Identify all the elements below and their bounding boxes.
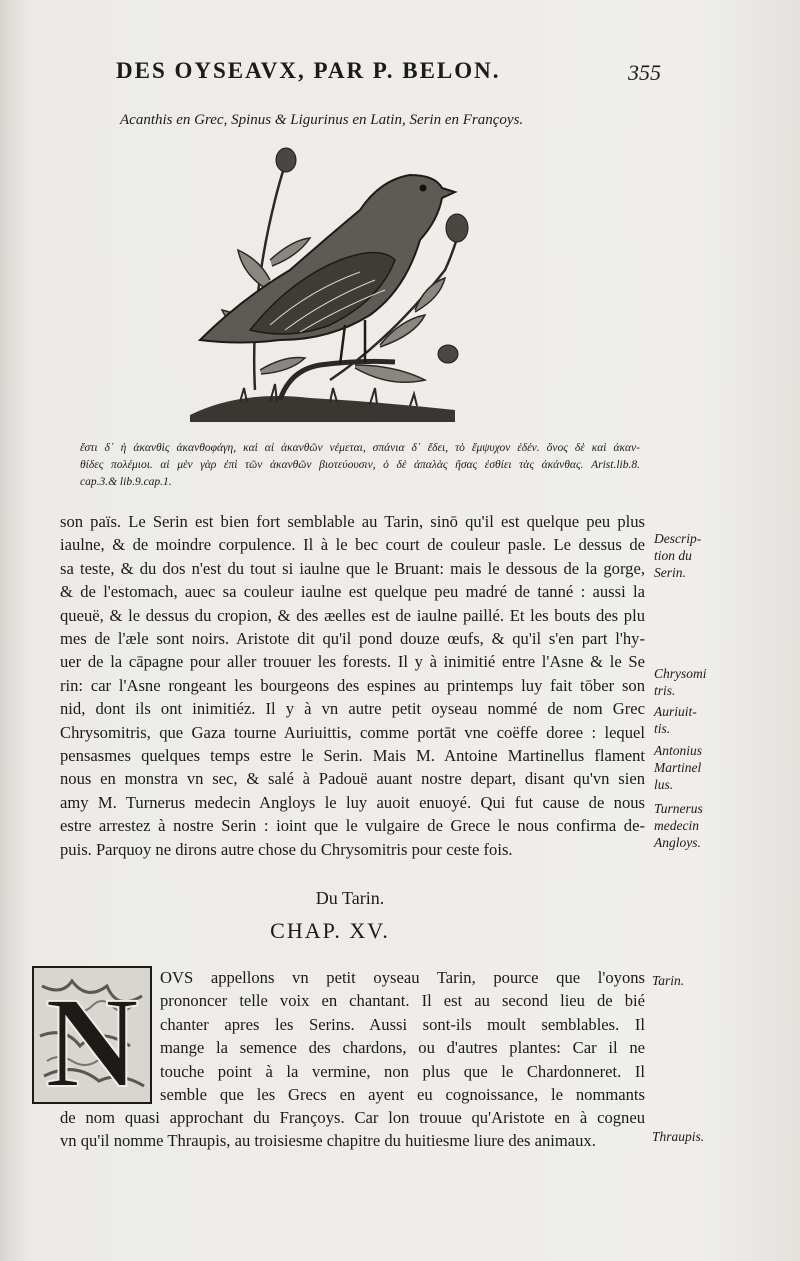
dropcap-letter: N (45, 971, 139, 1104)
text-line: de nom quasi approchant du Françoys. Car lon trouue qu'Aristote en à cogneu (60, 1108, 645, 1127)
text-line: puis. Parquoy ne dirons autre chose du Chrysomitris pour ceste fois. (60, 839, 513, 859)
text-line: nid, dont ils ont inimitiéz. Il y à vn autre petit oyseau nommé de nom Grec (60, 699, 645, 719)
text-line: sa teste, & du dos n'est du tout si iaulne que le Bruant: mais le dessous de la gorge, (60, 558, 645, 578)
text-line: rin: car l'Asne rongeant les bourgeons des espines au printemps luy fait tōber son (60, 675, 645, 695)
text-line: nous en monstra vn sec, & salé à Padouë auant nostre depart, disant qu'vn sien (60, 769, 645, 789)
margin-note-thraupis: Thraupis. (652, 1129, 705, 1144)
greek-quotation (80, 440, 640, 491)
text-line: amy M. Turnerus medecin Angloys le luy auoit enuoyé. Qui fut cause de nous (60, 792, 645, 812)
text-line: touche point à la vermine, non plus que le Chardonneret. Il (160, 1061, 645, 1081)
text-line: & de l'estomach, auec sa couleur iaulne est quelque peu madré de tanné : aussi la (60, 582, 645, 602)
greek-line: cap.3.& lib.9.cap.1. (80, 476, 172, 488)
chapter-heading: CHAP. XV. (270, 918, 390, 943)
decorated-dropcap-n (32, 966, 152, 1104)
serin-woodcut-illustration (180, 140, 480, 430)
right-thistle-head (446, 214, 468, 242)
text-line: mange la semence des chardons, ou d'autres plantes: Car il ne (160, 1038, 645, 1058)
text-line: iaulne, & de moindre corpulence. Il à le bec court de couleur pasle. Le dessus de (60, 535, 645, 555)
paragraph-tarin (160, 966, 645, 1106)
margin-note-auriuittis: Auriuit- tis. (654, 704, 697, 736)
left-thistle-head (276, 148, 296, 172)
greek-line: θίδες πολέμιοι. αἱ μὲν γὰρ ἐπὶ τῶν ἀκανθῶν βιοτεύουσιν, ὁ δὲ ἀπαλὰς ἤσας ἐσθίει τὰς ἀκάνθας. Arist.lib.8. (80, 459, 640, 471)
text-line: pensasmes quelques temps estre le Serin. Mais M. Antoine Martinellus flament (60, 746, 645, 766)
margin-note-tarin: Tarin. (652, 973, 685, 988)
margin-note-turnerus: Turnerus medecin Angloys. (654, 801, 703, 850)
text-line: chanter apres les Serins. Aussi sont-ils moult semblables. Il (160, 1014, 645, 1034)
paragraph-tarin-continued (60, 1106, 645, 1153)
text-line: estre arrestez à nostre Serin : ioint que le vulgaire de Grece le nous confirma de- (60, 816, 645, 836)
text-line: prononcer telle voix en chantant. Il est au second lieu de bié (160, 991, 645, 1011)
greek-line: ἔστι δ᾽ ἡ ἀκανθὶς ἀκανθοφάγη, καὶ αἱ ἀκανθῶν νέμεται, σπάνια δ᾽ ἔδει, τὸ ἔμψυχον ἐδέν. ὄνος δὲ καὶ ἀκαν- (80, 442, 640, 454)
text-line: queuë, & le dessus du cropion, & des æelles est de iaulne paillé. Et les bouts des plu (60, 605, 645, 625)
text-line: vn qu'il nomme Thraupis, au troisiesme chapitre du huitiesme liure des animaux. (60, 1131, 596, 1151)
page-number: 355 (628, 60, 661, 85)
text-line: semble que les Grecs en ayent eu cognoissance, le nommants (160, 1085, 645, 1105)
section-subtitle: Du Tarin. (315, 888, 385, 908)
running-title: DES OYSEAVX, PAR P. BELON. (116, 58, 501, 83)
text-line: mes de l'æle sont noirs. Aristote dit qu'il pond douze œufs, & qu'il s'en part l'hy- (60, 629, 645, 649)
figure-caption: Acanthis en Grec, Spinus & Ligurinus en Latin, Serin en Françoys. (120, 112, 524, 128)
paragraph-serin (60, 510, 645, 861)
margin-note-description: Descrip- tion du Serin. (654, 531, 702, 580)
text-line: son païs. Le Serin est bien fort semblable au Tarin, sinō qu'il est quelque peu plus (60, 512, 645, 531)
text-line: OVS appellons vn petit oyseau Tarin, pource que l'oyons (160, 968, 645, 987)
bird-eye (420, 185, 427, 192)
margin-note-chrysomitris: Chrysomi tris. (654, 666, 707, 698)
margin-note-martinellus: Antonius Martinel lus. (654, 743, 703, 792)
lower-thistle-head (438, 345, 458, 363)
text-line: uer de la cāpagne pour aller trouuer les forests. Il y à inimitié entre l'Asne & le Se (60, 652, 645, 672)
text-line: Chrysomitris, que Gaza tourne Auriuittis, comme portāt vne coëffe doree : lequel (60, 722, 645, 742)
